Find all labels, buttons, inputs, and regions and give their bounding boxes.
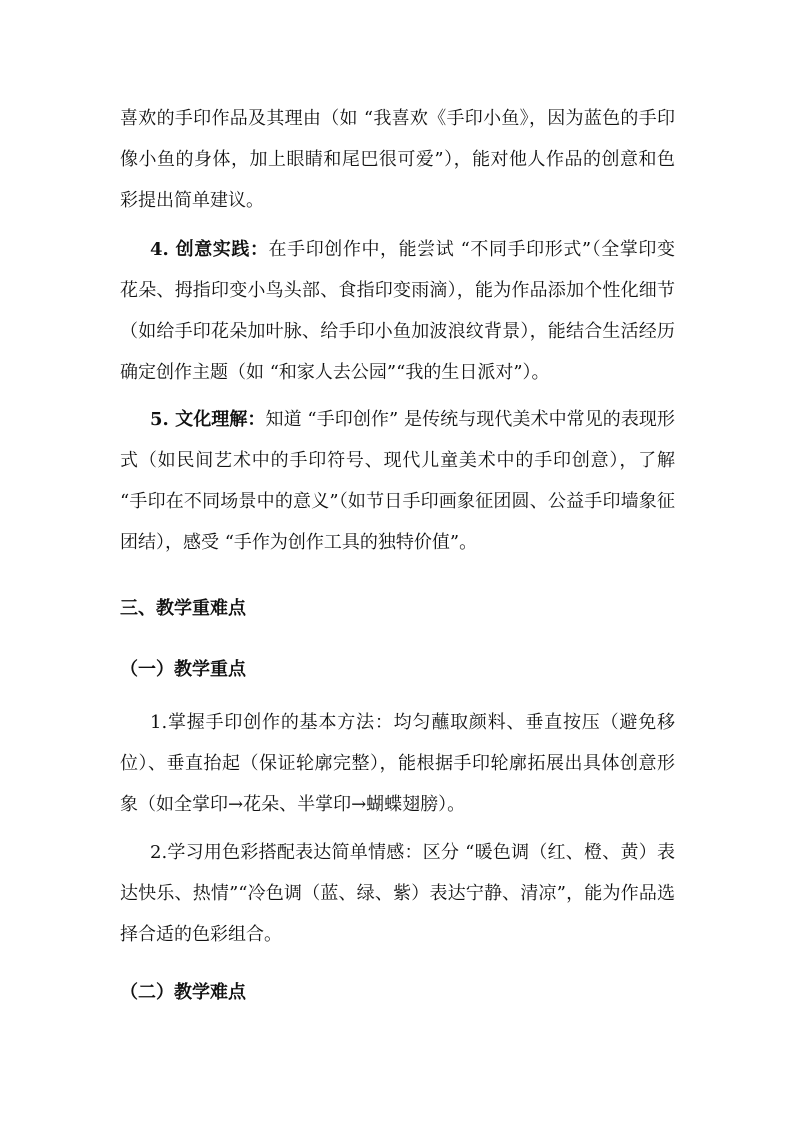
item-label: 5. 文化理解： [150,409,266,430]
item-creative-practice [120,229,675,393]
item-label: 4. 创意实践： [150,239,269,260]
section-heading: 三、教学重难点 [120,598,246,619]
subsection-heading-key-points: （一）教学重点 [120,659,246,680]
item-text: 知道 “手印创作” 是传统与现代美术中常见的表现形式（如民间艺术中的手印符号、现代儿童美术中的手印创意），了解 “手印在不同场景中的意义”（如节日手印画象征团圆、公益手印墙象征团结），感受 “手作为创作工具的独特价值”。 [120,409,675,553]
item-cultural-understanding [120,399,675,563]
subsection-heading-difficult-points: （二）教学难点 [120,982,246,1003]
paragraph-continued: 喜欢的手印作品及其理由（如 “我喜欢《手印小鱼》，因为蓝色的手印像小鱼的身体，加上眼睛和尾巴很可爱”），能对他人作品的创意和色彩提出简单建议。 [120,108,675,211]
key-point-2: 2.学习用色彩搭配表达简单情感：区分 “暖色调（红、橙、黄）表达快乐、热情”“冷色调（蓝、绿、紫）表达宁静、清凉”，能为作品选择合适的色彩组合。 [120,842,675,945]
item-text: 在手印创作中，能尝试 “不同手印形式”（全掌印变花朵、拇指印变小鸟头部、食指印变雨滴），能为作品添加个性化细节（如给手印花朵加叶脉、给手印小鱼加波浪纹背景），能结合生活经历确定创作主题（如 “和家人去公园”“我的生日派对”）。 [120,239,676,383]
key-point-1: 1.掌握手印创作的基本方法：均匀蘸取颜料、垂直按压（避免移位）、垂直抬起（保证轮廓完整），能根据手印轮廓拓展出具体创意形象（如全掌印→花朵、半掌印→蝴蝶翅膀）。 [120,712,675,815]
